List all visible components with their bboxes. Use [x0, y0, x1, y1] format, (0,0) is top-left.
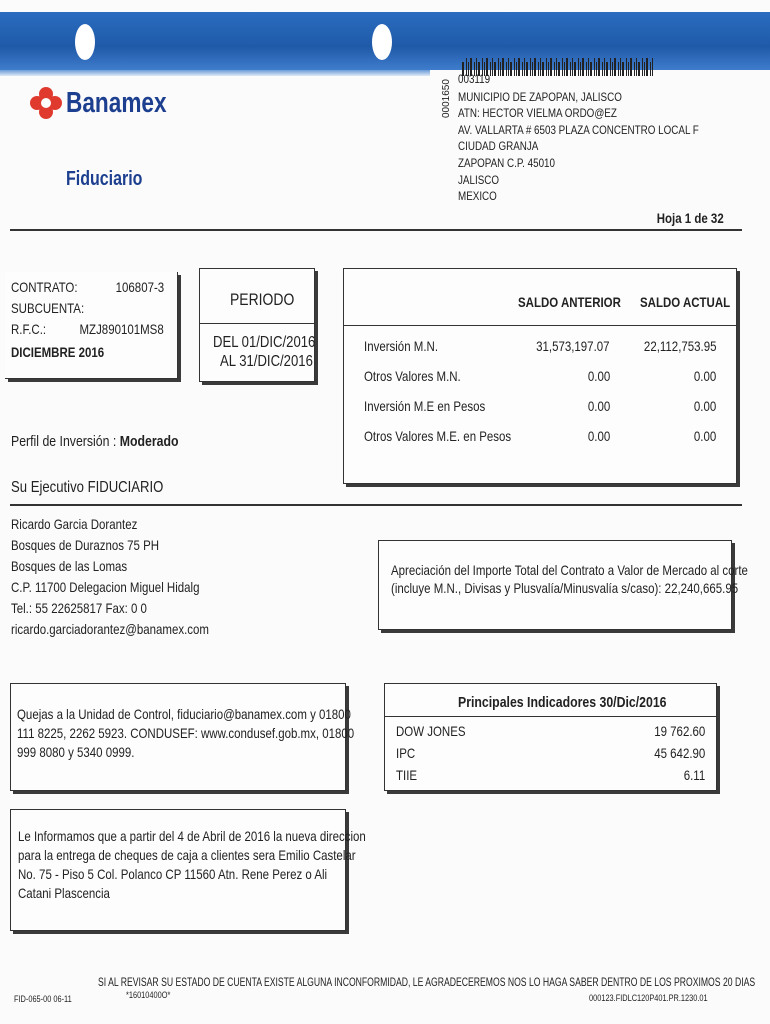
vertical-code: 0001650: [441, 79, 452, 118]
executive-line: Ricardo Garcia Dorantez: [11, 516, 138, 532]
col-saldo-actual: SALDO ACTUAL: [640, 294, 731, 310]
barcode-bar: [500, 62, 501, 76]
barcode-bar: [540, 58, 541, 76]
balance-prev: 0.00: [587, 368, 610, 384]
barcode-bar: [626, 58, 627, 76]
barcode-bar: [650, 62, 651, 76]
barcode-bar: [530, 58, 531, 76]
barcode-bar: [630, 58, 632, 76]
footer-disclaimer: SI AL REVISAR SU ESTADO DE CUENTA EXISTE ALGUNA INCONFORMIDAD, LE AGRADECEREMOS NOS LO HAGA SABER DENTRO DE LOS PROXIMOS 20 DIAS: [98, 975, 756, 989]
barcode-bar: [538, 62, 539, 76]
rfc-label: R.F.C.:: [11, 321, 47, 337]
address-line: JALISCO: [458, 173, 500, 187]
barcode-bar: [556, 58, 557, 76]
profile-value: Moderado: [119, 433, 179, 450]
balance-prev: 0.00: [587, 428, 610, 444]
barcode-bar: [570, 62, 571, 76]
barcode-bar: [502, 58, 504, 76]
barcode-bar: [524, 58, 525, 76]
footer-barcode-text: *16010400O*: [126, 990, 171, 1000]
indicator-value: 19 762.60: [653, 723, 705, 739]
banamex-emblem-icon: [28, 85, 64, 121]
barcode-bar: [644, 62, 645, 76]
executive-title: Su Ejecutivo FIDUCIARIO: [11, 479, 164, 496]
barcode-bar: [532, 62, 533, 76]
barcode-bar: [508, 58, 509, 76]
balance-curr: 0.00: [693, 428, 716, 444]
form-code: FID-065-00 06-11: [14, 994, 72, 1004]
balances-header-rule: [343, 325, 736, 326]
barcode-bar: [580, 62, 581, 76]
balance-label: Otros Valores M.E. en Pesos: [364, 428, 512, 444]
barcode-bar: [566, 58, 568, 76]
balance-prev: 0.00: [587, 398, 610, 414]
barcode-bar: [596, 62, 597, 76]
page-label: Hoja 1 de 32: [657, 210, 724, 226]
barcode-bar: [620, 58, 621, 76]
barcode-bar: [490, 62, 491, 76]
barcode-bar: [590, 62, 592, 76]
notice-line: para la entrega de cheques de caja a clientes sera Emilio Castelar: [18, 847, 356, 863]
barcode-bar: [554, 62, 555, 76]
investment-profile: [11, 433, 178, 450]
balance-label: Otros Valores M.N.: [364, 368, 461, 384]
rfc-value: MZJ890101MS8: [79, 321, 164, 337]
balance-label: Inversión M.N.: [364, 338, 439, 354]
balance-label: Inversión M.E en Pesos: [364, 398, 486, 414]
executive-email: ricardo.garciadorantez@banamex.com: [11, 621, 209, 637]
barcode-bar: [582, 58, 584, 76]
barcode-bar: [642, 58, 643, 76]
barcode-bar: [546, 58, 547, 76]
balance-curr: 22,112,753.95: [643, 338, 716, 354]
barcode-bar: [518, 58, 520, 76]
barcode-bar: [610, 58, 611, 76]
indicators-rule: [384, 716, 716, 717]
period-from: DEL 01/DIC/2016: [213, 334, 316, 351]
executive-line: Bosques de Duraznos 75 PH: [11, 537, 160, 553]
barcode-bar: [652, 58, 653, 76]
barcode-bar: [514, 58, 515, 76]
indicator-value: 6.11: [683, 767, 705, 783]
period-to: AL 31/DIC/2016: [220, 353, 313, 370]
indicator-value: 45 642.90: [653, 745, 705, 761]
complaints-line: 999 8080 y 5340 0999.: [17, 744, 135, 760]
barcode-bar: [604, 58, 605, 76]
period-divider: [199, 323, 314, 324]
barcode-bar: [606, 62, 608, 76]
barcode-bar: [562, 58, 563, 76]
complaints-line: 111 8225, 2262 5923. CONDUSEF: www.condusef.gob.mx, 01800: [17, 725, 355, 741]
balance-prev: 31,573,197.07: [536, 338, 610, 354]
address-line: ATN: HECTOR VIELMA ORDO@EZ: [458, 106, 617, 120]
barcode-bar: [548, 62, 549, 76]
subcuenta-label: SUBCUENTA:: [11, 300, 85, 316]
executive-line: Tel.: 55 22625817 Fax: 0 0: [11, 600, 147, 616]
notice-line: Catani Plascencia: [18, 885, 110, 901]
address-line: ZAPOPAN C.P. 45010: [458, 156, 556, 170]
punch-hole-left: [75, 24, 95, 60]
period-title: PERIODO: [230, 290, 295, 309]
col-saldo-anterior: SALDO ANTERIOR: [518, 294, 621, 310]
barcode-bar: [638, 62, 640, 76]
bank-name: Banamex: [66, 87, 167, 119]
header-rule: [10, 229, 742, 231]
barcode-bar: [618, 62, 619, 76]
executive-line: Bosques de las Lomas: [11, 558, 128, 574]
barcode-bar: [516, 62, 517, 76]
banamex-logo: [28, 83, 178, 123]
barcode-bar: [628, 62, 629, 76]
contract-month: DICIEMBRE 2016: [11, 344, 105, 360]
address-line: MEXICO: [458, 189, 497, 203]
indicator-label: DOW JONES: [396, 723, 466, 739]
balance-curr: 0.00: [693, 398, 716, 414]
barcode-bar: [614, 58, 616, 76]
appreciation-line: Apreciación del Importe Total del Contrato a Valor de Mercado al corte: [391, 562, 748, 578]
barcode-bar: [498, 58, 499, 76]
footer-reference: 000123.FIDLC120P401.PR.1230.01: [589, 993, 708, 1003]
barcode-bar: [572, 58, 573, 76]
division-name: Fiduciario: [66, 168, 143, 190]
notice-line: Le Informamos que a partir del 4 de Abril de 2016 la nueva direccion: [18, 828, 366, 844]
indicator-label: TIIE: [396, 767, 418, 783]
barcode-bar: [542, 62, 544, 76]
barcode-bar: [594, 58, 595, 76]
address-line: AV. VALLARTA # 6503 PLAZA CONCENTRO LOCAL F: [458, 123, 699, 137]
barcode-bar: [622, 62, 624, 76]
barcode-bar: [588, 58, 589, 76]
indicators-title: Principales Indicadores 30/Dic/2016: [458, 694, 667, 711]
barcode-bar: [578, 58, 579, 76]
barcode-bar: [526, 62, 528, 76]
barcode-bar: [586, 62, 587, 76]
barcode-bar: [564, 62, 565, 76]
address-line: CIUDAD GRANJA: [458, 139, 539, 153]
profile-label: Perfil de Inversión :: [11, 433, 120, 450]
address-line: MUNICIPIO DE ZAPOPAN, JALISCO: [458, 90, 622, 104]
barcode-bar: [494, 62, 496, 76]
barcode: [462, 58, 657, 76]
barcode-bar: [534, 58, 536, 76]
barcode-bar: [634, 62, 635, 76]
contrato-label: CONTRATO:: [11, 279, 78, 295]
barcode-bar: [492, 58, 493, 76]
barcode-bar: [522, 62, 523, 76]
executive-line: C.P. 11700 Delegacion Miguel Hidalg: [11, 579, 200, 595]
header-band-tail: [0, 70, 430, 76]
barcode-bar: [598, 58, 600, 76]
appreciation-line: (incluye M.N., Divisas y Plusvalía/Minusvalía s/caso): 22,240,665.95: [391, 580, 739, 596]
punch-hole-right: [372, 24, 392, 60]
barcode-bar: [636, 58, 637, 76]
barcode-number: 003119: [458, 72, 491, 86]
balance-curr: 0.00: [693, 368, 716, 384]
barcode-bar: [558, 62, 560, 76]
barcode-bar: [602, 62, 603, 76]
barcode-bar: [550, 58, 552, 76]
indicator-label: IPC: [396, 745, 416, 761]
barcode-bar: [574, 62, 576, 76]
barcode-bar: [646, 58, 648, 76]
barcode-bar: [612, 62, 613, 76]
notice-line: No. 75 - Piso 5 Col. Polanco CP 11560 Atn. Rene Perez o Ali: [18, 866, 328, 882]
barcode-bar: [506, 62, 507, 76]
complaints-line: Quejas a la Unidad de Control, fiduciario@banamex.com y 01800: [17, 706, 351, 722]
barcode-bar: [510, 62, 512, 76]
executive-rule: [10, 504, 742, 506]
contrato-value: 106807-3: [115, 279, 164, 295]
